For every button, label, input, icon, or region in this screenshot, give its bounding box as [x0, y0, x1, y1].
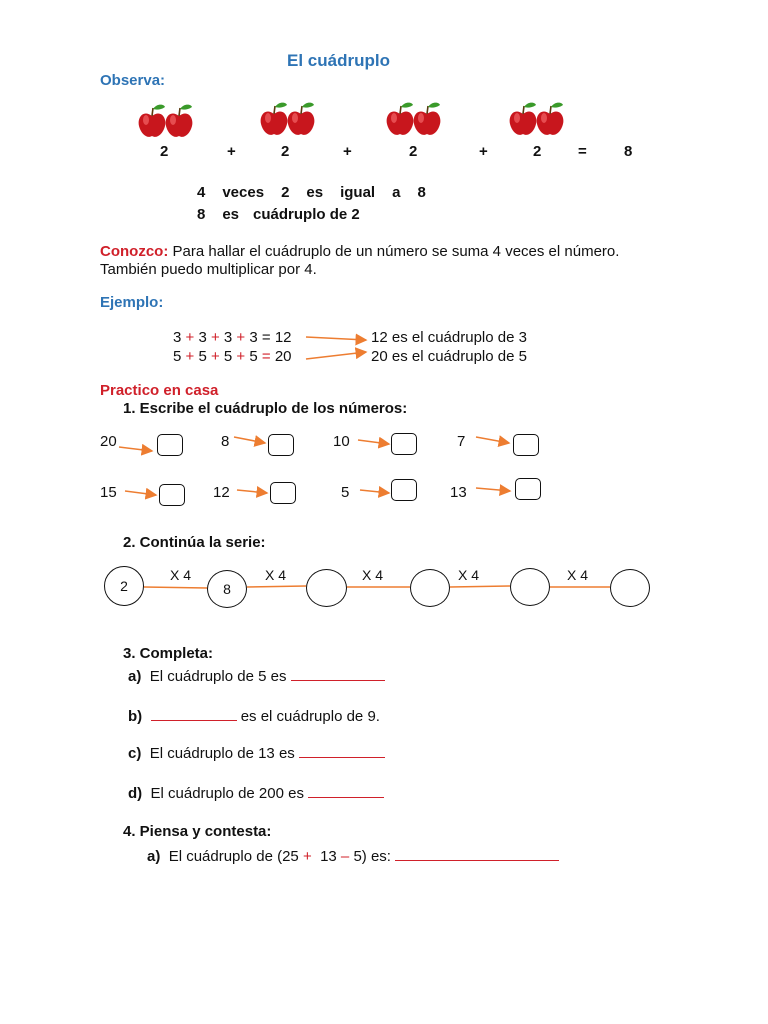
- plus-sign: +: [479, 143, 488, 160]
- question-2: 2. Continúa la serie:: [123, 534, 266, 551]
- number-label: 5: [341, 484, 350, 501]
- word: veces: [222, 184, 265, 201]
- word: cuádruplo de 2: [253, 206, 360, 223]
- plus-sign: +: [227, 143, 236, 160]
- item-letter: d): [128, 785, 143, 802]
- completa-item-b: [128, 706, 380, 725]
- addend: 3: [198, 329, 207, 346]
- arrow-icon: [237, 490, 267, 493]
- arrow-icon: [306, 337, 366, 340]
- answer-blank[interactable]: [308, 783, 384, 798]
- piensa-item-a: [147, 846, 559, 865]
- arrow-icon: [234, 437, 265, 443]
- number-label: 10: [333, 433, 350, 450]
- question-4: 4. Piensa y contesta:: [123, 823, 272, 840]
- conozco-text-2: También puedo multiplicar por 4.: [100, 261, 317, 278]
- addend: 3: [173, 329, 182, 346]
- group-value: 2: [281, 143, 290, 160]
- sum: 20: [274, 348, 292, 365]
- arrow-icon: [358, 440, 389, 444]
- arrow-icon: [476, 437, 509, 443]
- group-value: 2: [160, 143, 169, 160]
- series-circle[interactable]: 2: [104, 566, 144, 606]
- word: a: [392, 184, 401, 201]
- minus-sign: –: [340, 848, 350, 865]
- series-circle[interactable]: 8: [207, 570, 247, 608]
- group-value: 2: [533, 143, 542, 160]
- ejemplo-label: Ejemplo:: [100, 294, 164, 311]
- arrow-icon: [119, 447, 152, 451]
- equals-sign: =: [578, 143, 587, 160]
- item-letter: c): [128, 745, 142, 762]
- item-text: El cuádruplo de (25: [168, 848, 299, 865]
- number-label: 13: [450, 484, 467, 501]
- conozco-label: Conozco:: [100, 243, 169, 260]
- observa-label: Observa:: [100, 72, 166, 89]
- ejemplo-row: 3 + 3 + 3 + 3 = 12: [173, 329, 292, 346]
- answer-blank[interactable]: [291, 666, 385, 681]
- sum: 12: [274, 329, 292, 346]
- number-label: 7: [457, 433, 466, 450]
- answer-blank[interactable]: [151, 706, 237, 721]
- addend: 5: [223, 348, 233, 365]
- number-label: 20: [100, 433, 117, 450]
- plus-sign: +: [302, 848, 312, 865]
- arrow-icon: [360, 490, 389, 493]
- ejemplo-result: 12 es el cuádruplo de 3: [371, 329, 527, 346]
- word: es: [306, 184, 324, 201]
- word: es: [222, 206, 240, 223]
- addend: 5: [249, 348, 258, 365]
- item-letter: a): [147, 848, 161, 865]
- item-text: es el cuádruplo de 9.: [240, 708, 380, 725]
- ejemplo-result: 20 es el cuádruplo de 5: [371, 348, 527, 365]
- number-label: 12: [213, 484, 230, 501]
- addend: 3: [223, 329, 233, 346]
- completa-item-a: [128, 666, 385, 685]
- completa-item-c: [128, 743, 385, 762]
- addend: 5: [198, 348, 207, 365]
- group-value: 2: [409, 143, 418, 160]
- series-connector: [247, 586, 306, 587]
- item-text: El cuádruplo de 5 es: [149, 668, 287, 685]
- arrow-icon: [306, 352, 366, 359]
- item-letter: b): [128, 708, 143, 725]
- word: igual: [340, 184, 376, 201]
- plus-sign: +: [343, 143, 352, 160]
- addend: 5: [173, 348, 182, 365]
- ejemplo-row: 5 + 5 + 5 + 5 = 20: [173, 348, 292, 365]
- multiplier-label: X 4: [567, 567, 589, 583]
- question-1: 1. Escribe el cuádruplo de los números:: [123, 400, 408, 417]
- item-text: El cuádruplo de 200 es: [150, 785, 304, 802]
- completa-item-d: [128, 783, 384, 802]
- word: 2: [281, 184, 290, 201]
- answer-blank[interactable]: [395, 846, 559, 861]
- arrow-icon: [125, 491, 156, 495]
- addend: 3: [249, 329, 258, 346]
- multiplier-label: X 4: [170, 567, 192, 583]
- arrow-icon: [476, 488, 510, 491]
- equation-result: 8: [624, 143, 633, 160]
- question-3: 3. Completa:: [123, 645, 214, 662]
- item-text: 13: [320, 848, 337, 865]
- answer-blank[interactable]: [299, 743, 385, 758]
- multiplier-label: X 4: [362, 567, 384, 583]
- number-label: 8: [221, 433, 230, 450]
- item-letter: a): [128, 668, 142, 685]
- item-text: El cuádruplo de 13 es: [149, 745, 295, 762]
- conozco-text-1: Para hallar el cuádruplo de un número se suma 4 veces el número.: [172, 243, 620, 260]
- number-label: 15: [100, 484, 117, 501]
- multiplier-label: X 4: [458, 567, 480, 583]
- item-text: 5) es:: [353, 848, 391, 865]
- word: 8: [197, 206, 206, 223]
- series-connector: [450, 586, 510, 587]
- word: 8: [417, 184, 426, 201]
- series-connector: [144, 587, 207, 588]
- page-title: El cuádruplo: [287, 51, 390, 70]
- multiplier-label: X 4: [265, 567, 287, 583]
- practico-label: Practico en casa: [100, 382, 219, 399]
- word: 4: [197, 184, 206, 201]
